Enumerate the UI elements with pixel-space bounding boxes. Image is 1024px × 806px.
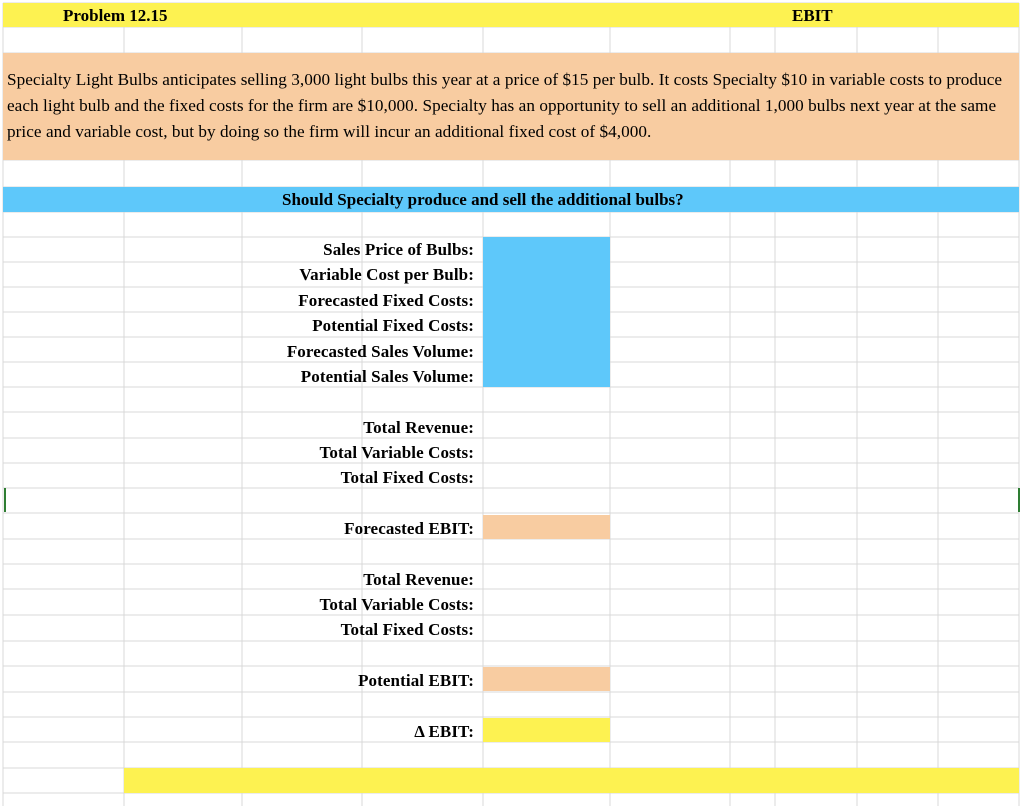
forecast-total-revenue-label: Total Revenue: bbox=[363, 418, 474, 437]
bottom-band bbox=[124, 768, 1019, 793]
forecast-total-fixed-costs-label: Total Fixed Costs: bbox=[340, 468, 474, 487]
potential-ebit-label: Potential EBIT: bbox=[358, 671, 474, 690]
potential-total-variable-costs-label: Total Variable Costs: bbox=[319, 595, 474, 614]
forecasted-sales-volume-label: Forecasted Sales Volume: bbox=[286, 342, 474, 361]
delta-ebit-cell[interactable] bbox=[483, 718, 610, 742]
forecasted-fixed-costs-label: Forecasted Fixed Costs: bbox=[298, 291, 474, 310]
question-text: Should Specialty produce and sell the additional bulbs? bbox=[282, 190, 684, 209]
potential-ebit-cell[interactable] bbox=[483, 667, 610, 691]
potential-total-fixed-costs-label: Total Fixed Costs: bbox=[340, 620, 474, 639]
forecasted-ebit-cell[interactable] bbox=[483, 515, 610, 539]
input-cells-block[interactable] bbox=[483, 237, 610, 387]
forecasted-ebit-label: Forecasted EBIT: bbox=[344, 519, 474, 538]
sales-price-label: Sales Price of Bulbs: bbox=[323, 240, 474, 259]
problem-label: Problem 12.15 bbox=[63, 6, 168, 25]
potential-fixed-costs-label: Potential Fixed Costs: bbox=[312, 316, 474, 335]
sheet-title: EBIT bbox=[792, 6, 833, 25]
variable-cost-label: Variable Cost per Bulb: bbox=[299, 265, 474, 284]
delta-ebit-label: Δ EBIT: bbox=[414, 722, 474, 741]
potential-sales-volume-label: Potential Sales Volume: bbox=[300, 367, 474, 386]
forecast-total-variable-costs-label: Total Variable Costs: bbox=[319, 443, 474, 462]
potential-total-revenue-label: Total Revenue: bbox=[363, 570, 474, 589]
left-edge-marker bbox=[4, 488, 6, 512]
problem-text: Specialty Light Bulbs anticipates selling 3,000 light bulbs this year at a price of $15 per bulb. It costs Specialty $10 in variable costs to produce each light bulb and the fixed costs for the firm are $10,000. Specialty has an opportunity to sell an additional 1,000 bulbs next year at the same price and variable cost, but by doing so the firm will incur an additional fixed cost of $4,000. bbox=[7, 70, 1003, 141]
right-edge-marker bbox=[1018, 488, 1020, 512]
